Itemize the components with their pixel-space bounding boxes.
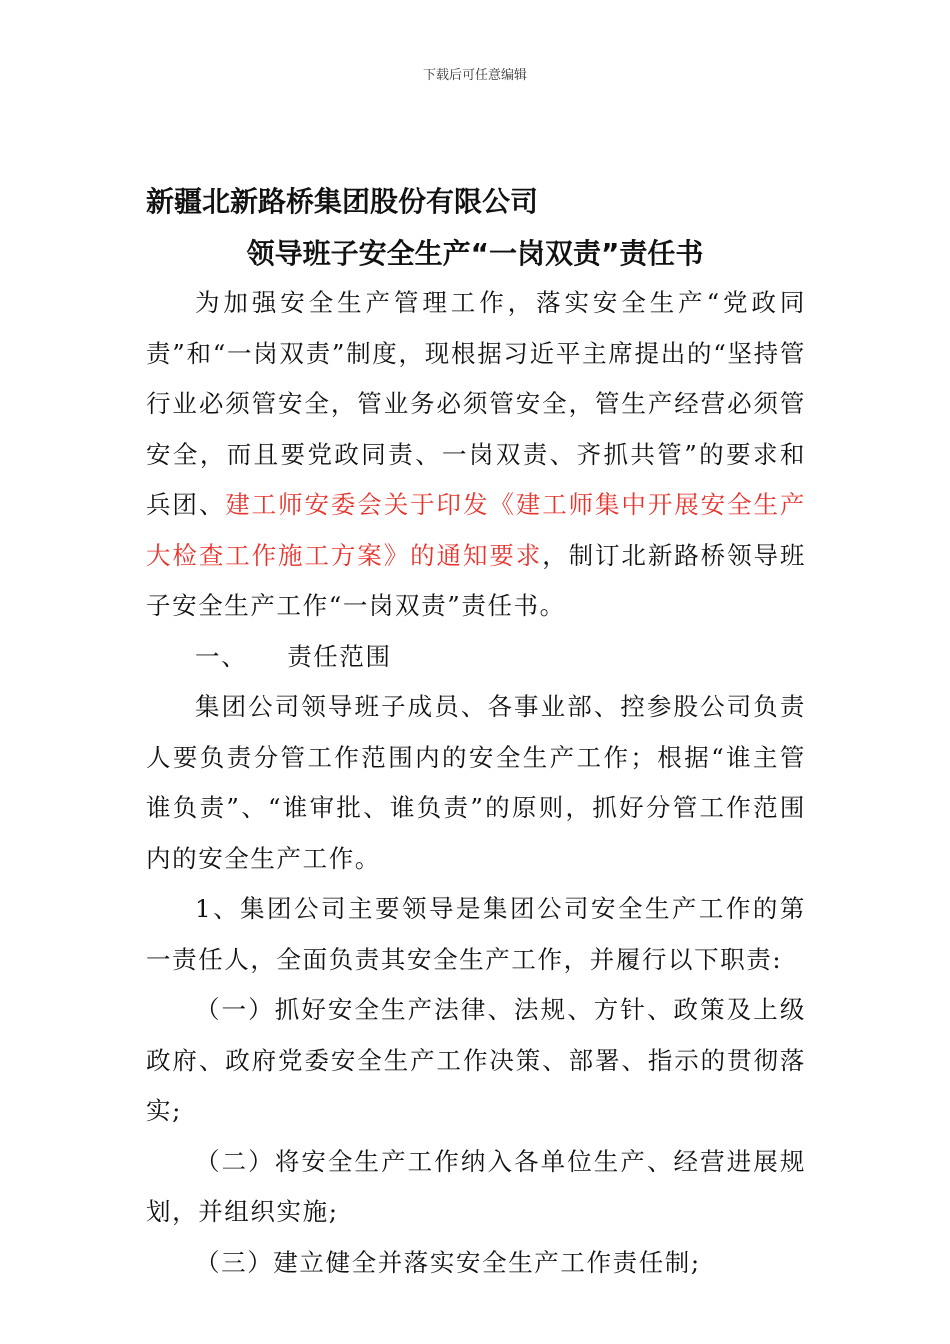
document-body [146, 278, 806, 1288]
intro-text-part3: ，制订北新路桥领导班子安全生产工作“一岗双责”责任书。 [146, 540, 806, 620]
document-title-responsibility: 领导班子安全生产“一岗双责”责任书 [246, 237, 704, 270]
page-header-note: 下载后可任意编辑 [422, 68, 527, 83]
section-heading-text: 责任范围 [287, 641, 392, 671]
item-1-paragraph: 1、集团公司主要领导是集团公司安全生产工作的第一责任人，全面负责其安全生产工作，并履行以下职责: [146, 894, 806, 974]
duty-item-1: （一）抓好安全生产法律、法规、方针、政策及上级政府、政府党委安全生产工作决策、部署、指示的贯彻落实; [146, 995, 806, 1125]
intro-text-part1: 为加强安全生产管理工作，落实安全生产“党政同责”和“一岗双责”制度，现根据习近平主席提出的“坚持管行业必须管安全，管业务必须管安全，管生产经营必须管安全，而且要党政同责、一岗双责、齐抓共管”的要求和兵团、 [146, 288, 806, 519]
duty-item-3: （三）建立健全并落实安全生产工作责任制; [195, 1247, 701, 1277]
scope-paragraph: 集团公司领导班子成员、各事业部、控参股公司负责人要负责分管工作范围内的安全生产工作；根据“谁主管谁负责”、“谁审批、谁负责”的原则，抓好分管工作范围内的安全生产工作。 [146, 692, 806, 873]
section-number: 一、 [195, 641, 248, 671]
intro-paragraph [146, 278, 806, 632]
document-title-company: 新疆北新路桥集团股份有限公司 [146, 185, 539, 218]
duty-item-2: （二）将安全生产工作纳入各单位生产、经营进展规划，并组织实施; [146, 1146, 806, 1226]
intro-text-red-notice: 建工师安委会关于印发《建工师集中开展安全生产大检查工作施工方案》的通知要求 [146, 490, 806, 570]
section-heading-scope [146, 632, 806, 683]
